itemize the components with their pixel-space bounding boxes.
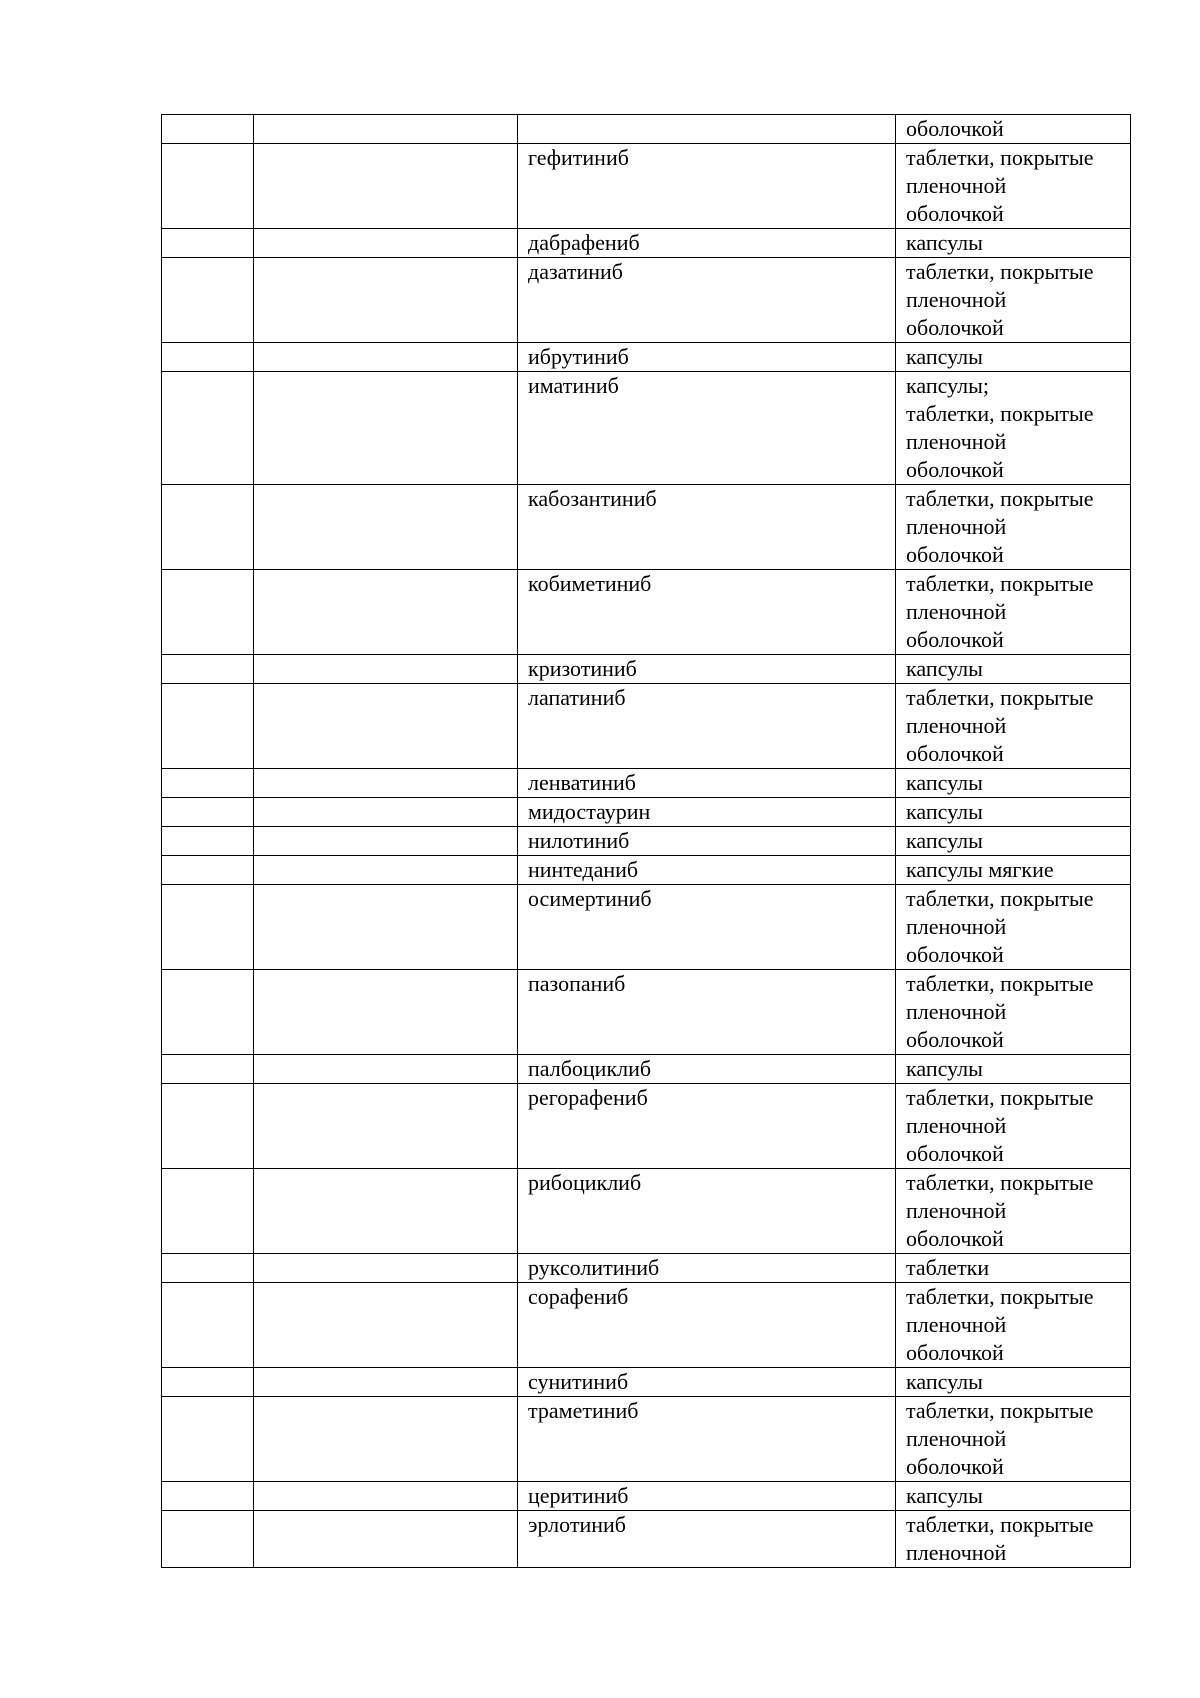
drug-name-cell: осимертиниб	[518, 885, 896, 970]
atc-code-cell	[162, 1511, 254, 1568]
dosage-form-cell: таблетки, покрытые пленочной оболочкой	[896, 1084, 1131, 1169]
table-row	[162, 570, 1131, 655]
table-row	[162, 769, 1131, 798]
table-row	[162, 1511, 1131, 1568]
table-row	[162, 684, 1131, 769]
drug-name-cell: кабозантиниб	[518, 485, 896, 570]
atc-group-cell	[254, 798, 518, 827]
drug-name-cell: пазопаниб	[518, 970, 896, 1055]
table-row	[162, 1169, 1131, 1254]
atc-group-cell	[254, 229, 518, 258]
atc-group-cell	[254, 372, 518, 485]
table-row	[162, 485, 1131, 570]
atc-code-cell	[162, 144, 254, 229]
dosage-form-cell: таблетки, покрытые пленочной оболочкой	[896, 684, 1131, 769]
drug-name-cell: рибоциклиб	[518, 1169, 896, 1254]
atc-group-cell	[254, 1254, 518, 1283]
atc-group-cell	[254, 655, 518, 684]
table-row	[162, 970, 1131, 1055]
dosage-form-cell: таблетки, покрытые пленочной оболочкой	[896, 885, 1131, 970]
table-row	[162, 372, 1131, 485]
dosage-form-cell: таблетки, покрытые пленочной оболочкой	[896, 1169, 1131, 1254]
drug-name-cell: сорафениб	[518, 1283, 896, 1368]
dosage-form-cell: таблетки, покрытые пленочной оболочкой	[896, 970, 1131, 1055]
drug-name-cell: эрлотиниб	[518, 1511, 896, 1568]
atc-group-cell	[254, 570, 518, 655]
table-row	[162, 1482, 1131, 1511]
atc-code-cell	[162, 1283, 254, 1368]
table-row	[162, 1283, 1131, 1368]
atc-group-cell	[254, 258, 518, 343]
atc-code-cell	[162, 827, 254, 856]
atc-code-cell	[162, 769, 254, 798]
dosage-form-cell: капсулы	[896, 769, 1131, 798]
drug-name-cell	[518, 115, 896, 144]
atc-group-cell	[254, 885, 518, 970]
table-row	[162, 115, 1131, 144]
atc-code-cell	[162, 798, 254, 827]
table-row	[162, 1254, 1131, 1283]
atc-group-cell	[254, 1397, 518, 1482]
atc-group-cell	[254, 769, 518, 798]
drug-name-cell: иматиниб	[518, 372, 896, 485]
atc-code-cell	[162, 1055, 254, 1084]
atc-group-cell	[254, 684, 518, 769]
atc-group-cell	[254, 115, 518, 144]
dosage-form-cell: таблетки, покрытые пленочной оболочкой	[896, 570, 1131, 655]
dosage-form-cell: таблетки, покрытые пленочной оболочкой	[896, 258, 1131, 343]
dosage-form-cell: капсулы	[896, 343, 1131, 372]
drug-name-cell: дазатиниб	[518, 258, 896, 343]
atc-code-cell	[162, 485, 254, 570]
atc-code-cell	[162, 1397, 254, 1482]
atc-group-cell	[254, 856, 518, 885]
table-row	[162, 1397, 1131, 1482]
drug-name-cell: нинтеданиб	[518, 856, 896, 885]
atc-code-cell	[162, 343, 254, 372]
dosage-form-cell: капсулы	[896, 229, 1131, 258]
dosage-form-cell: капсулы	[896, 1055, 1131, 1084]
atc-code-cell	[162, 1084, 254, 1169]
atc-code-cell	[162, 1368, 254, 1397]
atc-code-cell	[162, 115, 254, 144]
table-row	[162, 655, 1131, 684]
table-row	[162, 827, 1131, 856]
dosage-form-cell: таблетки, покрытые пленочной оболочкой	[896, 144, 1131, 229]
drug-name-cell: лапатиниб	[518, 684, 896, 769]
drug-name-cell: сунитиниб	[518, 1368, 896, 1397]
drug-name-cell: регорафениб	[518, 1084, 896, 1169]
dosage-form-cell: таблетки, покрытые пленочной оболочкой	[896, 485, 1131, 570]
dosage-form-cell: таблетки, покрытые пленочной оболочкой	[896, 1283, 1131, 1368]
dosage-form-cell: таблетки, покрытые пленочной	[896, 1511, 1131, 1568]
drug-name-cell: мидостаурин	[518, 798, 896, 827]
atc-group-cell	[254, 1084, 518, 1169]
atc-code-cell	[162, 684, 254, 769]
drug-name-cell: кобиметиниб	[518, 570, 896, 655]
table-body	[162, 115, 1131, 1568]
drug-name-cell: траметиниб	[518, 1397, 896, 1482]
table-row	[162, 1084, 1131, 1169]
drug-name-cell: церитиниб	[518, 1482, 896, 1511]
dosage-form-cell: капсулы	[896, 1368, 1131, 1397]
table-row	[162, 798, 1131, 827]
drug-name-cell: дабрафениб	[518, 229, 896, 258]
atc-group-cell	[254, 827, 518, 856]
dosage-form-cell: капсулы	[896, 1482, 1131, 1511]
dosage-form-cell: капсулы	[896, 827, 1131, 856]
dosage-form-cell: капсулы; таблетки, покрытые пленочной оболочкой	[896, 372, 1131, 485]
atc-code-cell	[162, 856, 254, 885]
table-row	[162, 144, 1131, 229]
atc-group-cell	[254, 1055, 518, 1084]
atc-code-cell	[162, 229, 254, 258]
atc-code-cell	[162, 885, 254, 970]
atc-group-cell	[254, 1368, 518, 1397]
table-row	[162, 885, 1131, 970]
drug-name-cell: палбоциклиб	[518, 1055, 896, 1084]
atc-group-cell	[254, 1283, 518, 1368]
dosage-form-cell: капсулы	[896, 798, 1131, 827]
atc-code-cell	[162, 570, 254, 655]
drug-name-cell: кризотиниб	[518, 655, 896, 684]
atc-group-cell	[254, 1482, 518, 1511]
atc-group-cell	[254, 1511, 518, 1568]
drug-name-cell: нилотиниб	[518, 827, 896, 856]
atc-group-cell	[254, 343, 518, 372]
atc-group-cell	[254, 485, 518, 570]
table-row	[162, 856, 1131, 885]
medication-table	[161, 114, 1131, 1568]
drug-name-cell: ленватиниб	[518, 769, 896, 798]
atc-code-cell	[162, 970, 254, 1055]
dosage-form-cell: капсулы мягкие	[896, 856, 1131, 885]
drug-name-cell: руксолитиниб	[518, 1254, 896, 1283]
table-row	[162, 229, 1131, 258]
dosage-form-cell: капсулы	[896, 655, 1131, 684]
dosage-form-cell: таблетки	[896, 1254, 1131, 1283]
table-row	[162, 1055, 1131, 1084]
atc-code-cell	[162, 1254, 254, 1283]
table-row	[162, 258, 1131, 343]
atc-group-cell	[254, 1169, 518, 1254]
dosage-form-cell: таблетки, покрытые пленочной оболочкой	[896, 1397, 1131, 1482]
atc-code-cell	[162, 1482, 254, 1511]
drug-name-cell: гефитиниб	[518, 144, 896, 229]
atc-code-cell	[162, 655, 254, 684]
atc-code-cell	[162, 1169, 254, 1254]
table-row	[162, 1368, 1131, 1397]
atc-code-cell	[162, 258, 254, 343]
atc-group-cell	[254, 970, 518, 1055]
atc-code-cell	[162, 372, 254, 485]
drug-name-cell: ибрутиниб	[518, 343, 896, 372]
table-row	[162, 343, 1131, 372]
dosage-form-cell: оболочкой	[896, 115, 1131, 144]
atc-group-cell	[254, 144, 518, 229]
